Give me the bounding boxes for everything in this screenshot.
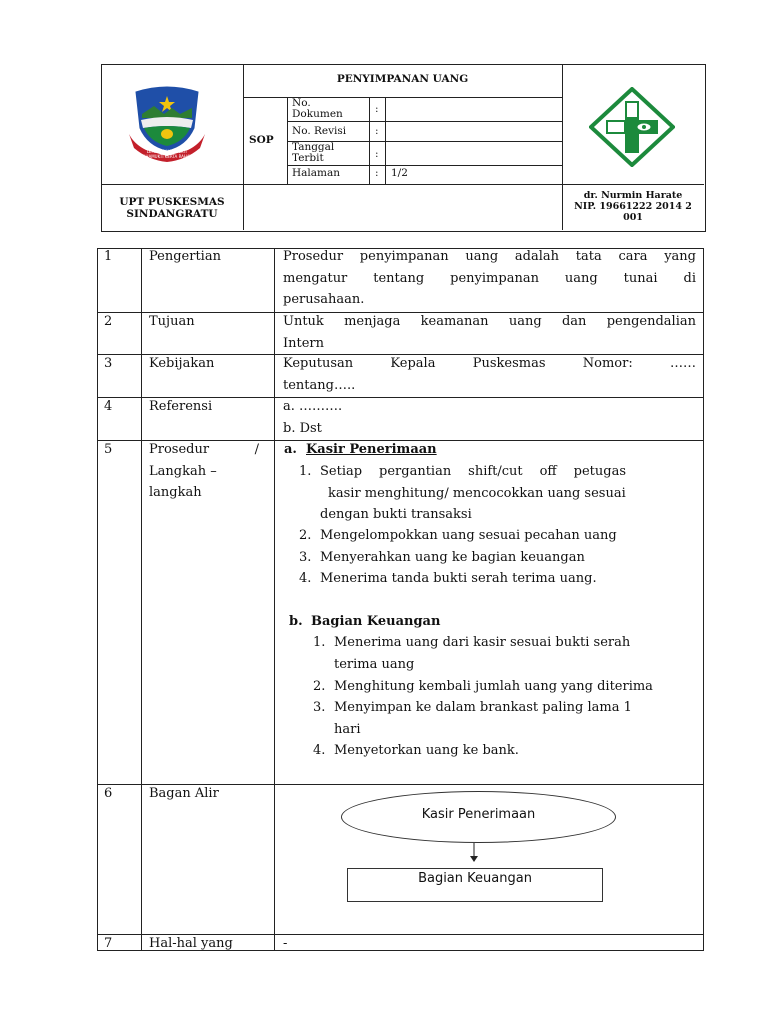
list-item: Menerima tanda bukti serah terima uang. xyxy=(320,571,597,586)
text-line: Menyimpan ke dalam brankast paling lama 1 xyxy=(334,700,632,715)
referensi-text xyxy=(283,396,696,439)
row-label xyxy=(149,439,259,504)
field-value-halaman: 1/2 xyxy=(391,167,408,179)
row-label: Kebijakan xyxy=(149,356,215,371)
pengertian-text xyxy=(283,246,696,311)
row-label: Referensi xyxy=(149,399,213,414)
text-line: Prosedur penyimpanan uang adalah tata cara yang xyxy=(283,249,696,264)
list-number: 1. xyxy=(313,635,326,650)
list-item: Menyerahkan uang ke bagian keuangan xyxy=(320,550,585,565)
row-number: 2 xyxy=(104,314,113,329)
list-number: 2. xyxy=(313,679,326,694)
text-line: mengatur tentang penyimpanan uang tunai di xyxy=(283,270,696,286)
list-item xyxy=(334,632,630,675)
field-separator: : xyxy=(375,167,379,179)
text-line: Untuk menjaga keamanan uang dan pengendalian xyxy=(283,314,696,329)
list-item: Menghitung kembali jumlah uang yang diterima xyxy=(334,679,653,694)
list-number: 3. xyxy=(299,550,312,565)
list-item: Mengelompokkan uang sesuai pecahan uang xyxy=(320,528,617,543)
section-b-heading: Bagian Keuangan xyxy=(311,614,441,629)
list-item xyxy=(334,697,632,740)
row-label-line: langkah xyxy=(149,485,202,500)
list-number: 2. xyxy=(299,528,312,543)
signatory-nip: NIP. 19661222 2014 2 xyxy=(574,201,692,212)
list-item xyxy=(320,461,626,526)
logo-motto: LEMAH CAI SENGKIT MAHAMUKTI KERTA RAHAYU xyxy=(139,149,195,159)
field-separator: : xyxy=(375,103,379,115)
field-label-no-dokumen: No. Dokumen xyxy=(292,97,343,120)
list-number: 1. xyxy=(299,464,312,479)
row-number: 7 xyxy=(104,936,113,951)
field-separator: : xyxy=(375,148,379,160)
text-line: b. Dst xyxy=(283,420,322,436)
row-label: Bagan Alir xyxy=(149,786,219,801)
text-line: dengan bukti transaksi xyxy=(320,507,472,522)
organization-name xyxy=(101,196,243,220)
header-divider xyxy=(101,184,704,185)
list-number: 4. xyxy=(299,571,312,586)
document-title: PENYIMPANAN UANG xyxy=(336,73,469,85)
row-number: 1 xyxy=(104,249,113,264)
row-number: 5 xyxy=(104,442,113,457)
header-divider xyxy=(287,165,562,166)
field-separator: : xyxy=(375,125,379,137)
signatory-name: dr. Nurmin Harate xyxy=(583,190,683,201)
row-label: Hal-hal yang xyxy=(149,936,233,951)
sop-label: SOP xyxy=(249,134,274,146)
text-line: Setiap pergantian shift/cut off petugas xyxy=(320,464,626,479)
list-number: 4. xyxy=(313,743,326,758)
section-a-heading: Kasir Penerimaan xyxy=(306,442,437,457)
organization-line-2: SINDANGRATU xyxy=(126,208,218,220)
kebijakan-text xyxy=(283,353,696,396)
organization-line-1: UPT PUSKESMAS xyxy=(119,196,225,208)
hal-hal-value: - xyxy=(283,936,288,951)
field-label-no-revisi: No. Revisi xyxy=(292,125,347,137)
text-line: a. ………. xyxy=(283,399,343,414)
row-label-line: Langkah – xyxy=(149,463,217,479)
row-number: 3 xyxy=(104,356,113,371)
flow-start-label: Kasir Penerimaan xyxy=(421,807,536,822)
text-line: terima uang xyxy=(334,656,415,672)
section-b-letter: b. xyxy=(289,614,303,629)
list-number: 3. xyxy=(313,700,326,715)
header-divider xyxy=(243,64,244,230)
text-line: kasir menghitung/ mencocokkan uang sesuai xyxy=(328,485,626,501)
flow-process-label: Bagian Keuangan xyxy=(418,871,532,886)
puskesmas-logo xyxy=(589,87,675,167)
row-number: 6 xyxy=(104,786,113,801)
row-label: Tujuan xyxy=(149,314,195,329)
tujuan-text xyxy=(283,311,696,354)
field-label-tanggal-terbit: Tanggal Terbit xyxy=(292,141,335,164)
field-label-halaman: Halaman xyxy=(292,167,341,179)
flow-arrow-icon xyxy=(467,843,481,863)
text-line: Menerima uang dari kasir sesuai bukti serah xyxy=(334,635,631,650)
signatory-block xyxy=(562,190,704,223)
row-label-line: Prosedur / xyxy=(149,442,259,457)
header-divider xyxy=(287,121,562,122)
health-cross-icon xyxy=(589,87,675,167)
row-number: 4 xyxy=(104,399,113,414)
header-divider xyxy=(243,97,562,98)
text-line: tentang….. xyxy=(283,377,356,393)
list-item: Menyetorkan uang ke bank. xyxy=(334,743,519,758)
regional-logo xyxy=(124,84,210,164)
text-line: perusahaan. xyxy=(283,292,365,307)
text-line: Keputusan Kepala Puskesmas Nomor: …… xyxy=(283,356,696,371)
signatory-nip-continued: 001 xyxy=(623,212,643,223)
text-line: hari xyxy=(334,721,361,737)
row-label: Pengertian xyxy=(149,249,221,264)
text-line: Intern xyxy=(283,335,325,351)
section-a-letter: a. xyxy=(284,442,297,457)
